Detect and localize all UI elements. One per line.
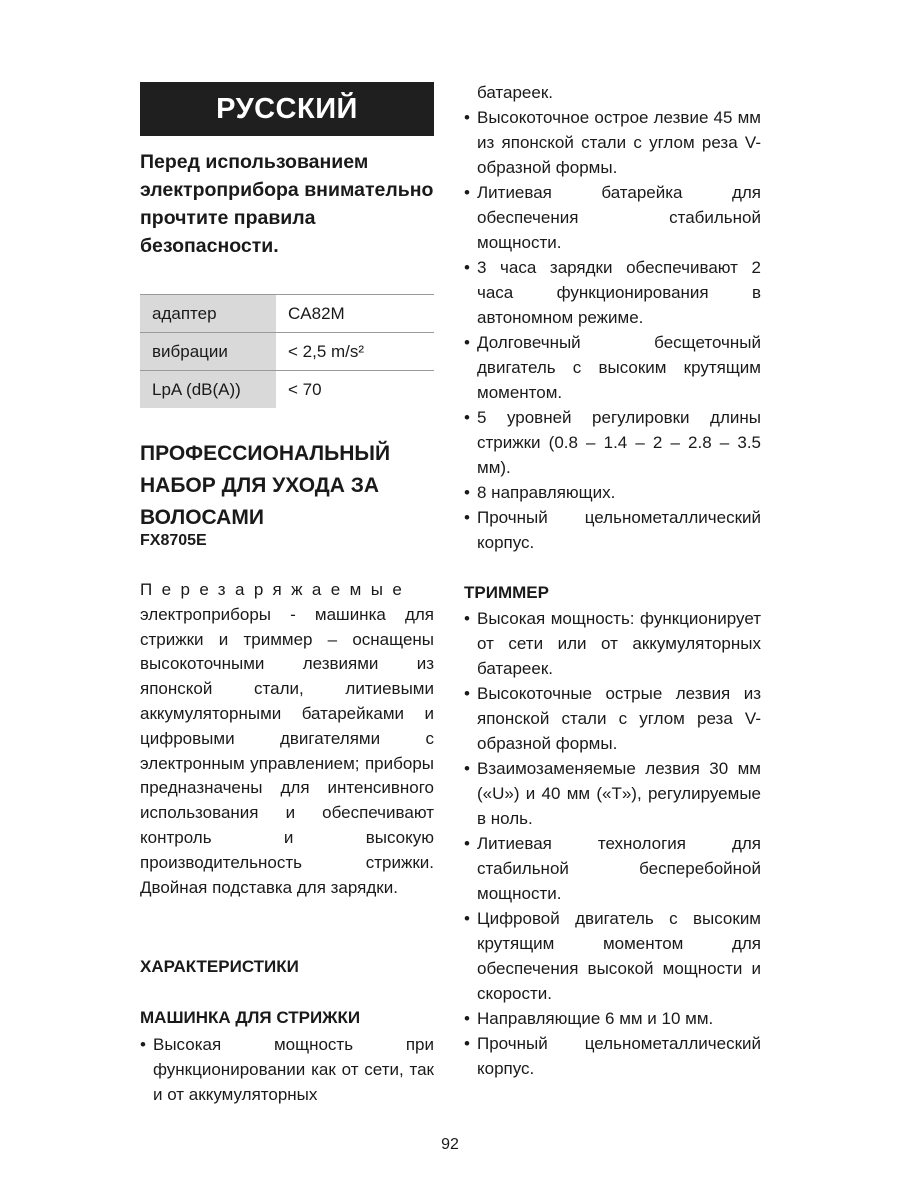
- list-item: • Литиевая батарейка для обеспечения стабильной мощности.: [464, 180, 761, 255]
- list-item: • Взаимозаменяемые лезвия 30 мм («U») и 40 мм («T»), регулируемые в ноль.: [464, 756, 761, 831]
- page-number: 92: [441, 1136, 459, 1153]
- spec-row: [140, 333, 434, 371]
- characteristics-heading: ХАРАКТЕРИСТИКИ: [140, 957, 299, 976]
- safety-notice: Перед использованием электроприбора внимательно прочтите правила безопасности.: [140, 151, 434, 257]
- clipper-list-start: [140, 1032, 434, 1107]
- spec-value: CA82M: [276, 295, 434, 333]
- intro-paragraph: [140, 578, 434, 900]
- list-item: • 8 направляющих.: [464, 480, 761, 505]
- list-item: • Долговечный бесщеточный двигатель с высоким крутящим моментом.: [464, 330, 761, 405]
- product-title: ПРОФЕССИОНАЛЬНЫЙ НАБОР ДЛЯ УХОДА ЗА ВОЛОСАМИ: [140, 442, 391, 529]
- list-item: • Высокая мощность: функционирует от сети или от аккумуляторных батареек.: [464, 606, 761, 681]
- spec-value: < 70: [288, 379, 322, 399]
- list-item: • Высокоточные острые лезвия из японской стали с углом реза V-образной формы.: [464, 681, 761, 756]
- spec-value: < 2,5 m/s²: [276, 333, 434, 371]
- spec-row: [140, 295, 434, 333]
- list-item: • Прочный цельнометаллический корпус.: [464, 1031, 761, 1081]
- list-item: • Направляющие 6 мм и 10 мм.: [464, 1006, 761, 1031]
- clipper-heading: МАШИНКА ДЛЯ СТРИЖКИ: [140, 1008, 361, 1027]
- spec-label: LpA (dB(A)): [140, 371, 276, 409]
- language-header: [140, 82, 434, 136]
- list-item: • Прочный цельнометаллический корпус.: [464, 505, 761, 555]
- list-item: • 3 часа зарядки обеспечивают 2 часа функционирования в автономном режиме.: [464, 255, 761, 330]
- clipper-list-continued: [464, 80, 761, 555]
- language-header-text: РУССКИЙ: [216, 92, 358, 125]
- trimmer-heading: ТРИММЕР: [464, 583, 549, 602]
- list-item: • Цифровой двигатель с высоким крутящим моментом для обеспечения высокой мощности и скорости.: [464, 906, 761, 1006]
- spec-row: [140, 371, 434, 409]
- intro-rest: электроприборы - машинка для стрижки и триммер – оснащены высокоточными лезвиями из японской стали, литиевыми аккумуляторными батарейками и цифровыми двигателями с электронным управлением; приборы предназначены для интенсивного использования и обеспечивают контроль и высокую производительность стрижки. Двойная подставка для зарядки.: [140, 604, 434, 897]
- spec-label: вибрации: [140, 333, 276, 371]
- spec-label: адаптер: [140, 295, 276, 333]
- list-item: • 5 уровней регулировки длины стрижки (0.8 – 1.4 – 2 – 2.8 – 3.5 мм).: [464, 405, 761, 480]
- list-item: • Высокая мощность при функционировании как от сети, так и от аккумуляторных: [140, 1032, 434, 1107]
- list-item: • Высокоточное острое лезвие 45 мм из японской стали с углом реза V-образной формы.: [464, 105, 761, 180]
- list-item-continuation: батареек.: [477, 83, 554, 102]
- list-item: • Литиевая технология для стабильной бесперебойной мощности.: [464, 831, 761, 906]
- intro-first-word: Перезаряжаемые: [140, 580, 412, 599]
- trimmer-list: [464, 606, 761, 1081]
- spec-table: [140, 294, 434, 408]
- product-model: FX8705E: [140, 532, 207, 549]
